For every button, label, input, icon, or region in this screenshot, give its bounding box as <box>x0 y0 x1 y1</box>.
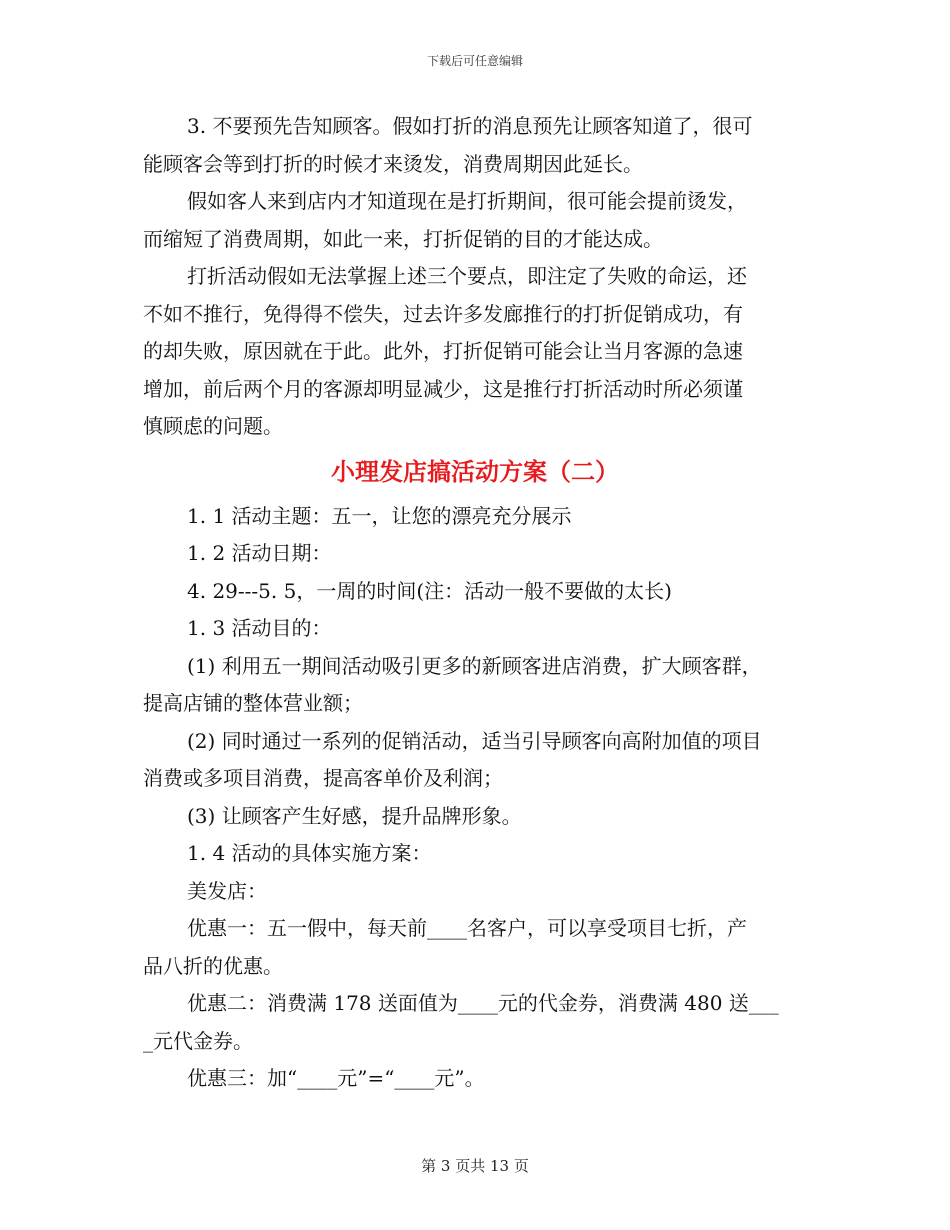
paragraph-line: 增加，前后两个月的客源却明显减少，这是推行打折活动时所必须谨 <box>143 376 743 401</box>
paragraph-line: 1. 3 活动目的： <box>187 616 332 640</box>
paragraph-line: 消费或多项目消费，提高客单价及利润； <box>143 766 503 790</box>
paragraph-line: (3) 让顾客产生好感，提升品牌形象。 <box>187 803 522 828</box>
section-title: 小理发店搞活动方案（二） <box>331 456 619 486</box>
paragraph-line: 优惠一：五一假中，每天前____名客户，可以享受项目七折，产 <box>187 916 747 940</box>
paragraph-line: 美发店： <box>187 878 267 903</box>
paragraph-line: 而缩短了消费周期，如此一来，打折促销的目的才能达成。 <box>143 226 663 251</box>
paragraph-line: 优惠二：消费满 178 送面值为____元的代金券，消费满 480 送___ <box>187 991 779 1015</box>
paragraph-line: 1. 1 活动主题：五一，让您的漂亮充分展示 <box>187 503 572 528</box>
paragraph-line: _元代金券。 <box>143 1028 253 1053</box>
document-body <box>143 108 807 1098</box>
paragraph-line: 优惠三：加“____元”=“____元”。 <box>187 1066 485 1090</box>
paragraph-line: 假如客人来到店内才知道现在是打折期间，很可能会提前烫发， <box>187 189 747 213</box>
paragraph-line: 能顾客会等到打折的时候才来烫发，消费周期因此延长。 <box>143 151 643 176</box>
paragraph-line: 1. 4 活动的具体实施方案： <box>187 841 432 865</box>
paragraph-line: 打折活动假如无法掌握上述三个要点，即注定了失败的命运，还 <box>187 264 747 288</box>
page-footer: 第 3 页共 13 页 <box>421 1157 529 1175</box>
paragraph-line: 的却失败，原因就在于此。此外，打折促销可能会让当月客源的急速 <box>143 339 743 363</box>
paragraph-line: 品八折的优惠。 <box>143 953 283 978</box>
paragraph-line: (1) 利用五一期间活动吸引更多的新顾客进店消费，扩大顾客群， <box>187 653 762 678</box>
paragraph-line: 提高店铺的整体营业额； <box>143 691 363 715</box>
paragraph-line: 3. 不要预先告知顾客。假如打折的消息预先让顾客知道了，很可 <box>187 114 753 138</box>
page-header: 下载后可任意编辑 <box>426 54 523 68</box>
paragraph-line: 不如不推行，免得得不偿失，过去许多发廊推行的打折促销成功，有 <box>143 301 743 326</box>
paragraph-line: 慎顾虑的问题。 <box>143 414 283 438</box>
paragraph-line: 1. 2 活动日期： <box>187 541 332 565</box>
paragraph-line: (2) 同时通过一系列的促销活动，适当引导顾客向高附加值的项目 <box>187 728 762 753</box>
paragraph-line: 4. 29---5. 5，一周的时间(注：活动一般不要做的太长) <box>187 578 672 603</box>
